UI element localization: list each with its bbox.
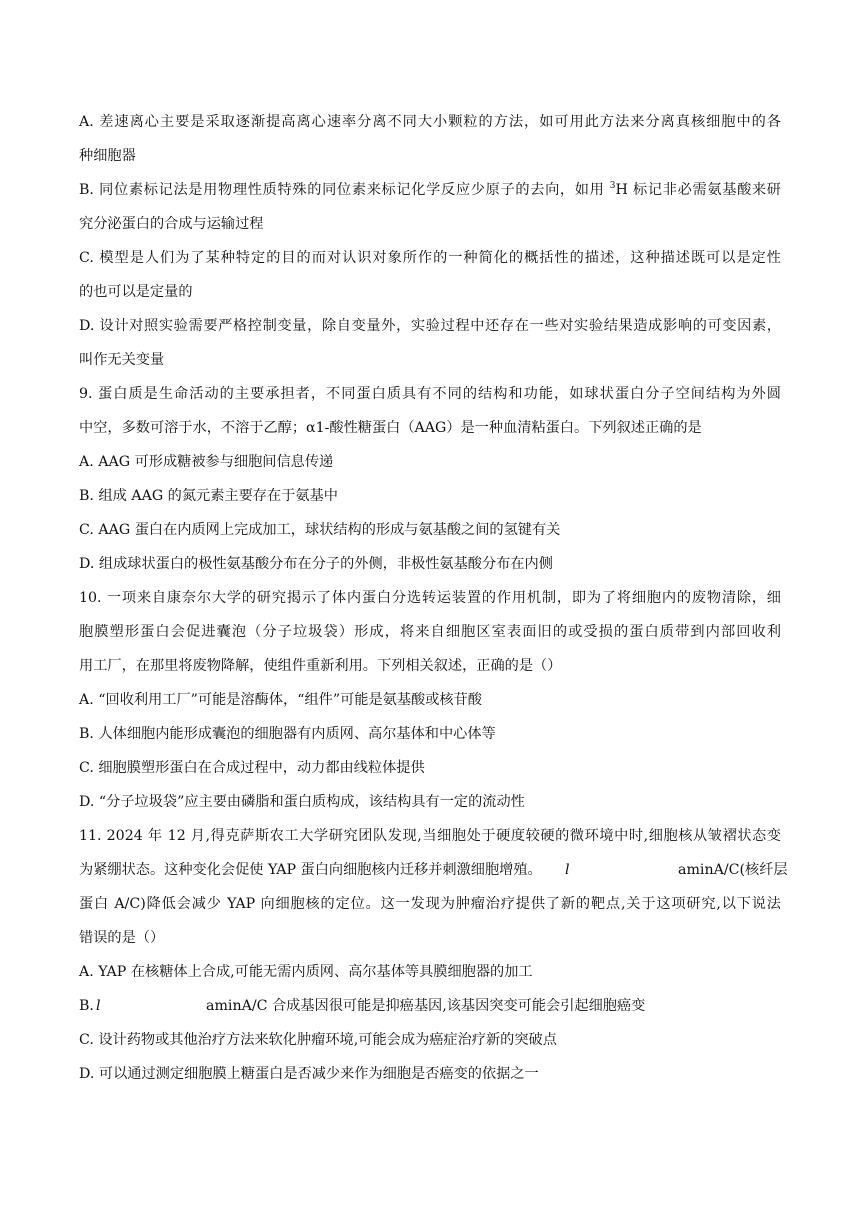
question-9-option-d: D. 组成球状蛋白的极性氨基酸分布在分子的外侧，非极性氨基酸分布在内侧: [79, 556, 553, 572]
option-8c-line-1: C. 模型是人们为了某种特定的目的而对认识对象所作的一种简化的概括性的描述，这种描述既可以是定性: [79, 250, 781, 266]
option-8d-line-1: D. 设计对照实验需要严格控制变量，除自变量外，实验过程中还存在一些对实验结果造成影响的可变因素，: [79, 318, 781, 334]
question-10-stem-line-1: 10. 一项来自康奈尔大学的研究揭示了体内蛋白分选转运装置的作用机制，即为了将细胞内的废物清除，细: [79, 590, 781, 606]
superscript-3: 3: [609, 181, 616, 191]
question-9-stem-line-2: 中空，多数可溶于水，不溶于乙醇；α1-酸性糖蛋白（AAG）是一种血清粘蛋白。下列叙述正确的是: [79, 420, 702, 436]
question-10-option-a: A. “回收利用工厂”可能是溶酶体，“组件”可能是氨基酸或核苷酸: [79, 692, 482, 708]
option-8a-line-2: 种细胞器: [79, 148, 136, 164]
question-11-stem-line-2: [79, 860, 788, 880]
option-8d-line-2: 叫作无关变量: [79, 352, 165, 368]
option-8b-text-end: H 标记非必需氨基酸来研: [615, 182, 781, 198]
question-11-stem-line-3: 蛋白 A/C)降低会减少 YAP 向细胞核的定位。这一发现为肿瘤治疗提供了新的靶点,关于这项研究,以下说法: [79, 896, 781, 912]
question-11-stem-line-2-text: 为紧绷状态。这种变化会促使 YAP 蛋白向细胞核内迁移并刺激细胞增殖。: [79, 862, 542, 878]
option-8b-line-1: [79, 180, 781, 200]
question-10-option-c: C. 细胞膜塑形蛋白在合成过程中，动力都由线粒体提供: [79, 760, 425, 776]
question-10-stem-line-3: 用工厂，在那里将废物降解，使组件重新利用。下列相关叙述，正确的是（）: [79, 658, 562, 674]
option-8a-line-1: A. 差速离心主要是采取逐渐提高离心速率分离不同大小颗粒的方法，如可用此方法来分离真核细胞中的各: [79, 114, 781, 130]
question-9-stem-line-1: 9. 蛋白质是生命活动的主要承担者，不同蛋白质具有不同的结构和功能，如球状蛋白分子空间结构为外圆: [79, 386, 781, 402]
question-11-option-b: [79, 996, 781, 1016]
lamin-letter-l: l: [565, 862, 570, 878]
option-8c-line-2: 的也可以是定量的: [79, 284, 193, 300]
question-9-option-c: C. AAG 蛋白在内质网上完成加工，球状结构的形成与氨基酸之间的氢键有关: [79, 522, 561, 538]
lamin-letter-l: l: [96, 998, 101, 1014]
question-11-option-a: A. YAP 在核糖体上合成,可能无需内质网、高尔基体等具膜细胞器的加工: [79, 964, 533, 980]
question-10-option-b: B. 人体细胞内能形成囊泡的细胞器有内质网、高尔基体和中心体等: [79, 726, 496, 742]
question-11-option-b-text: aminA/C 合成基因很可能是抑癌基因,该基因突变可能会引起细胞癌变: [206, 998, 646, 1014]
question-11-option-b-label: B.: [79, 998, 94, 1014]
option-8b-text: B. 同位素标记法是用物理性质特殊的同位素来标记化学反应少原子的去向，如用: [79, 182, 610, 198]
question-9-option-b: B. 组成 AAG 的氮元素主要存在于氨基中: [79, 488, 338, 504]
question-10-stem-line-2: 胞膜塑形蛋白会促进囊泡（分子垃圾袋）形成，将来自细胞区室表面旧的或受损的蛋白质带到内部回收利: [79, 624, 781, 640]
question-11-stem-line-1: 11. 2024 年 12 月,得克萨斯农工大学研究团队发现,当细胞处于硬度较硬的微环境中时,细胞核从皱褶状态变: [79, 828, 781, 844]
option-8b-line-2: 究分泌蛋白的合成与运输过程: [79, 216, 264, 232]
question-9-option-a: A. AAG 可形成糖被参与细胞间信息传递: [79, 454, 334, 470]
question-11-option-d: D. 可以通过测定细胞膜上糖蛋白是否减少来作为细胞是否癌变的依据之一: [79, 1066, 539, 1082]
question-11-option-c: C. 设计药物或其他治疗方法来软化肿瘤环境,可能会成为癌症治疗新的突破点: [79, 1032, 557, 1048]
question-10-option-d: D. “分子垃圾袋”应主要由磷脂和蛋白质构成，该结构具有一定的流动性: [79, 794, 525, 810]
question-11-stem-line-4: 错误的是（）: [79, 930, 165, 946]
question-11-stem-line-2-end: aminA/C(核纤层: [678, 862, 788, 878]
